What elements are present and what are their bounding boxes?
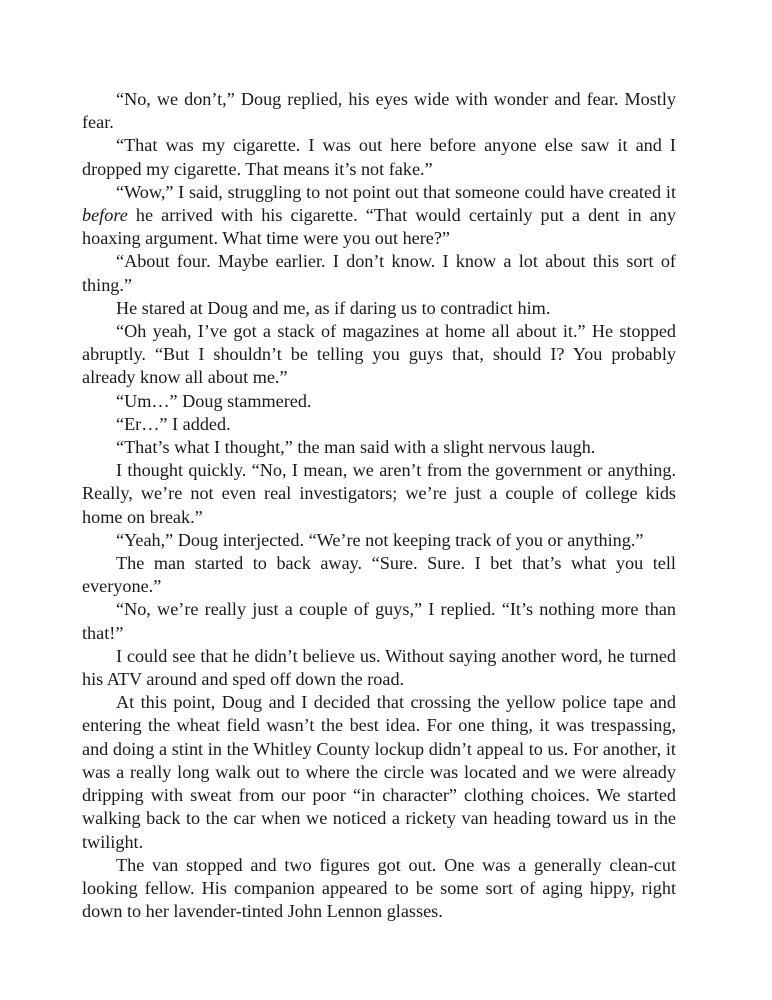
paragraph-text: “That was my cigarette. I was out here before anyone else saw it and I dropped my cigarette. That means it’s not fake.”: [82, 135, 676, 179]
paragraph-text: “Oh yeah, I’ve got a stack of magazines at home all about it.” He stopped abruptly. “But I shouldn’t be telling you guys that, should I? You probably already know all about me.”: [82, 321, 676, 388]
paragraph-12: [82, 552, 676, 598]
paragraph-2: [82, 134, 676, 180]
paragraph-9: [82, 436, 676, 459]
paragraph-text: I thought quickly. “No, I mean, we aren’t from the government or anything. Really, we’re not even real investigators; we’re just a couple of college kids home on break.”: [82, 460, 676, 527]
paragraph-3: [82, 181, 676, 251]
paragraph-13: [82, 598, 676, 644]
paragraph-text: “No, we don’t,” Doug replied, his eyes wide with wonder and fear. Mostly fear.: [82, 89, 676, 133]
paragraph-7: [82, 390, 676, 413]
paragraph-text: “Um…” Doug stammered.: [116, 390, 312, 411]
paragraph-text: “No, we’re really just a couple of guys,” I replied. “It’s nothing more than that!”: [82, 599, 676, 643]
paragraph-text: “Er…” I added.: [116, 413, 231, 434]
paragraph-1: [82, 88, 676, 134]
paragraph-text: I could see that he didn’t believe us. Without saying another word, he turned his ATV around and sped off down the road.: [82, 645, 676, 690]
emphasis-text: before: [82, 205, 128, 226]
paragraph-text: The van stopped and two figures got out. One was a generally clean-cut looking fellow. His companion appeared to be some sort of aging hippy, right down to her lavender-tinted John Lennon glasses.: [82, 854, 676, 922]
paragraph-text: He stared at Doug and me, as if daring us to contradict him.: [116, 297, 551, 318]
paragraph-15: [82, 691, 676, 853]
paragraph-11: [82, 529, 676, 552]
paragraph-16: [82, 854, 676, 924]
paragraph-text: “About four. Maybe earlier. I don’t know. I know a lot about this sort of thing.”: [82, 251, 676, 295]
paragraph-8: [82, 413, 676, 436]
paragraph-text: “Yeah,” Doug interjected. “We’re not keeping track of you or anything.”: [116, 529, 644, 550]
paragraph-text: The man started to back away. “Sure. Sure. I bet that’s what you tell everyone.”: [82, 553, 676, 597]
paragraph-text: “Wow,” I said, struggling to not point out that someone could have created it: [116, 181, 676, 202]
paragraph-6: [82, 320, 676, 390]
paragraph-10: [82, 459, 676, 529]
paragraph-5: [82, 297, 676, 320]
paragraph-4: [82, 250, 676, 296]
paragraph-text: At this point, Doug and I decided that crossing the yellow police tape and entering the wheat field wasn’t the best idea. For one thing, it was trespassing, and doing a stint in the Whitley County lockup didn’t appeal to us. For another, it was a really long walk out to where the circle was located and we were already dripping with sweat from our poor “in character” clothing choices. We started walking back to the car when we noticed a rickety van heading toward us in the twilight.: [82, 692, 676, 852]
paragraph-text: he arrived with his cigarette. “That would certainly put a dent in any hoaxing argument. What time were you out here?”: [82, 205, 676, 249]
page-text: [82, 88, 676, 923]
paragraph-text: “That’s what I thought,” the man said with a slight nervous laugh.: [116, 437, 596, 458]
paragraph-14: [82, 645, 676, 691]
